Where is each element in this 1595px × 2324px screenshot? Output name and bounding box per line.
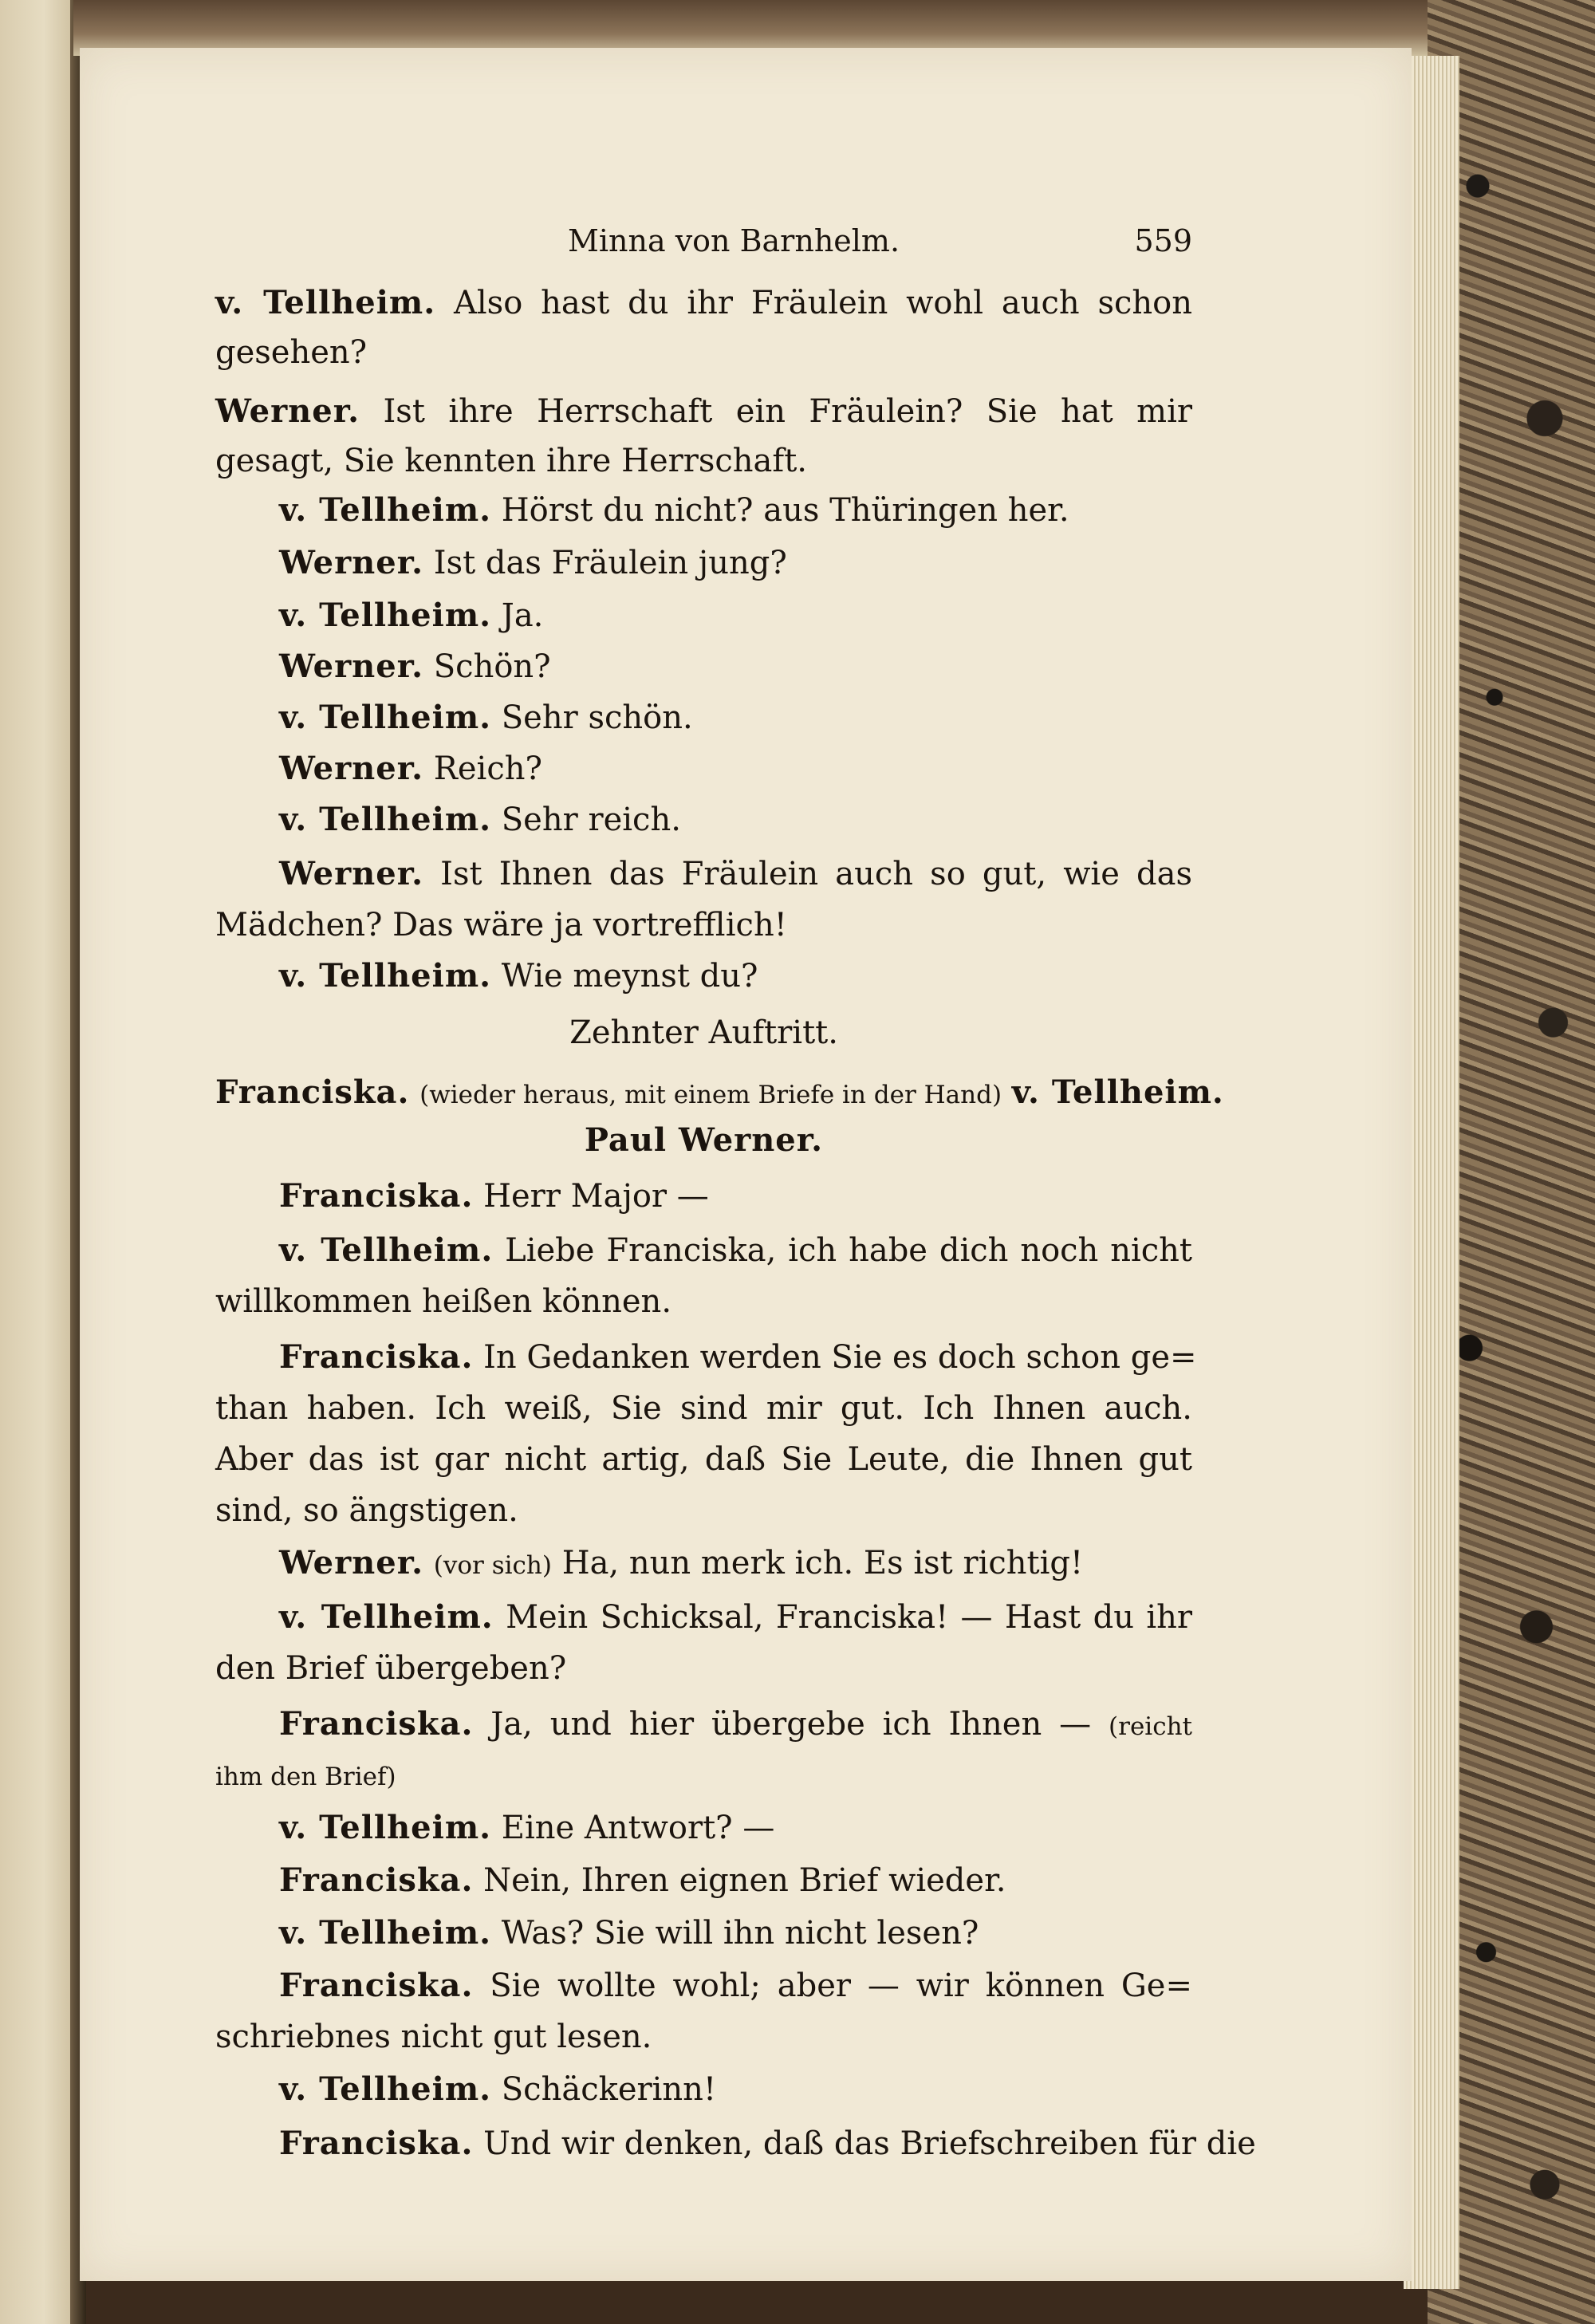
dialogue-text: Schäckerinn!	[501, 2071, 717, 2108]
speaker-name: v. Tellheim.	[279, 597, 492, 634]
speaker-name: v. Tellheim.	[279, 957, 492, 995]
running-title: Minna von Barnhelm.	[567, 223, 900, 258]
text-line	[279, 2062, 716, 2117]
text-line	[215, 897, 787, 953]
speaker-name: Werner.	[279, 1544, 424, 1582]
dialogue-text: Sie wollte wohl; aber — wir können Ge=	[490, 1968, 1192, 2004]
text-line	[279, 1853, 1006, 1908]
dialogue-text: Ist ihre Herrschaft ein Fräulein? Sie hat mir	[383, 393, 1192, 430]
speaker-name: Werner.	[215, 392, 360, 430]
dialogue-text: Was? Sie will ihn nicht lesen?	[501, 1915, 979, 1952]
speaker-name: Franciska.	[279, 1967, 474, 2004]
dialogue-text: sind, so ängstigen.	[215, 1492, 518, 1529]
text-line	[279, 588, 543, 644]
dialogue-text: schriebnes nicht gut lesen.	[215, 2019, 652, 2055]
speaker-name: Franciska.	[279, 2125, 474, 2162]
dialogue-text: Wie meynst du?	[501, 958, 758, 995]
text-line	[279, 639, 551, 695]
text-line	[215, 1274, 671, 1329]
page-number: 559	[1134, 223, 1192, 258]
dialogue-text: Ist das Fräulein jung?	[433, 545, 787, 581]
speaker-name: v. Tellheim.	[279, 801, 492, 838]
dialogue-text: Mein Schicksal, Franciska! — Hast du ihr	[506, 1599, 1192, 1636]
character-name: v. Tellheim.	[1011, 1073, 1224, 1111]
dialogue-text: Schön?	[433, 648, 551, 685]
dialogue-text: Also hast du ihr Fräulein wohl auch schon	[454, 285, 1192, 321]
dialogue-text: than haben. Ich weiß, Sie sind mir gut. Ich Ihnen auch.	[215, 1390, 1192, 1427]
text-line	[279, 948, 758, 1004]
speaker-name: Werner.	[279, 750, 424, 787]
dialogue-text: Reich?	[433, 750, 542, 787]
speaker-name: v. Tellheim.	[279, 2070, 492, 2108]
dialogue-text: Nein, Ihren eignen Brief wieder.	[483, 1862, 1006, 1899]
speaker-name: v. Tellheim.	[279, 1914, 492, 1952]
page-stack-edge	[1404, 56, 1459, 2289]
speaker-name: v. Tellheim.	[279, 491, 492, 529]
text-line	[279, 1535, 1083, 1593]
text-line	[215, 1432, 1192, 1487]
scene-heading: Zehnter Auftritt.	[569, 1014, 838, 1051]
text-line	[279, 792, 681, 848]
text-line	[279, 1905, 979, 1961]
text-line	[279, 1958, 1192, 2014]
dialogue-text: gesehen?	[215, 334, 368, 371]
text-line	[215, 2009, 652, 2065]
dialogue-text: Hörst du nicht? aus Thüringen her.	[501, 492, 1069, 529]
dialogue-text: Liebe Franciska, ich habe dich noch nicht	[505, 1232, 1193, 1269]
speaker-name: Werner.	[279, 648, 424, 685]
dialogue-text: Sehr reich.	[501, 802, 681, 838]
speaker-name: Franciska.	[279, 1177, 474, 1215]
text-line	[279, 846, 1192, 902]
text-line	[279, 1329, 1197, 1385]
text-line	[279, 690, 693, 746]
text-line	[215, 433, 807, 489]
dialogue-text: den Brief übergeben?	[215, 1650, 567, 1687]
character-list: Paul Werner.	[584, 1121, 824, 1159]
text-line	[279, 1589, 1192, 1645]
dialogue-text: Aber das ist gar nicht artig, daß Sie Leute, die Ihnen gut	[215, 1441, 1192, 1478]
text-line	[279, 1223, 1192, 1278]
speaker-name: Werner.	[279, 544, 424, 581]
speaker-name: v. Tellheim.	[279, 699, 492, 736]
dialogue-text: Sehr schön.	[501, 699, 693, 736]
text-line	[215, 384, 1192, 439]
text-line	[279, 2116, 1256, 2172]
stage-direction: ihm den Brief)	[215, 1763, 396, 1791]
dialogue-text: Eine Antwort? —	[501, 1810, 775, 1846]
speaker-name: Franciska.	[279, 1861, 474, 1899]
stage-direction: (reicht	[1109, 1712, 1192, 1741]
dialogue-text: Ist Ihnen das Fräulein auch so gut, wie das	[440, 856, 1192, 892]
speaker-name: Franciska.	[215, 1073, 410, 1111]
dialogue-text: Herr Major —	[483, 1178, 709, 1215]
speaker-name: v. Tellheim.	[279, 1809, 492, 1846]
text-line	[279, 483, 1069, 538]
dialogue-text: In Gedanken werden Sie es doch schon ge=	[483, 1339, 1197, 1376]
dialogue-text: Ja.	[501, 597, 544, 634]
left-page-edge	[0, 0, 73, 2324]
text-line	[215, 275, 1192, 331]
dialogue-text: gesagt, Sie kennten ihre Herrschaft.	[215, 443, 807, 479]
speaker-name: Werner.	[279, 855, 424, 892]
stage-direction: (vor sich)	[433, 1551, 552, 1580]
text-line	[215, 325, 367, 380]
text-line	[215, 1381, 1192, 1436]
dialogue-text: Und wir denken, daß das Briefschreiben für die	[483, 2125, 1256, 2162]
speaker-name: v. Tellheim.	[279, 1598, 494, 1636]
speaker-name: v. Tellheim.	[279, 1231, 494, 1269]
text-line	[279, 1168, 709, 1224]
dialogue-text: Mädchen? Das wäre ja vortrefflich!	[215, 907, 787, 943]
speaker-name: Franciska.	[279, 1705, 474, 1743]
dialogue-text: Ha, nun merk ich. Es ist richtig!	[561, 1545, 1084, 1582]
text-line	[279, 535, 787, 591]
speaker-name: v. Tellheim.	[215, 284, 436, 321]
stage-direction: (wieder heraus, mit einem Briefe in der Hand)	[419, 1081, 1002, 1109]
text-line	[215, 1483, 518, 1538]
text-line	[279, 741, 542, 797]
text-line	[279, 1696, 1192, 1755]
dialogue-text: willkommen heißen können.	[215, 1283, 672, 1320]
dialogue-text: Ja, und hier übergebe ich Ihnen —	[490, 1706, 1092, 1743]
speaker-name: Franciska.	[279, 1338, 474, 1376]
text-line	[215, 1641, 566, 1696]
text-line	[279, 1800, 774, 1856]
